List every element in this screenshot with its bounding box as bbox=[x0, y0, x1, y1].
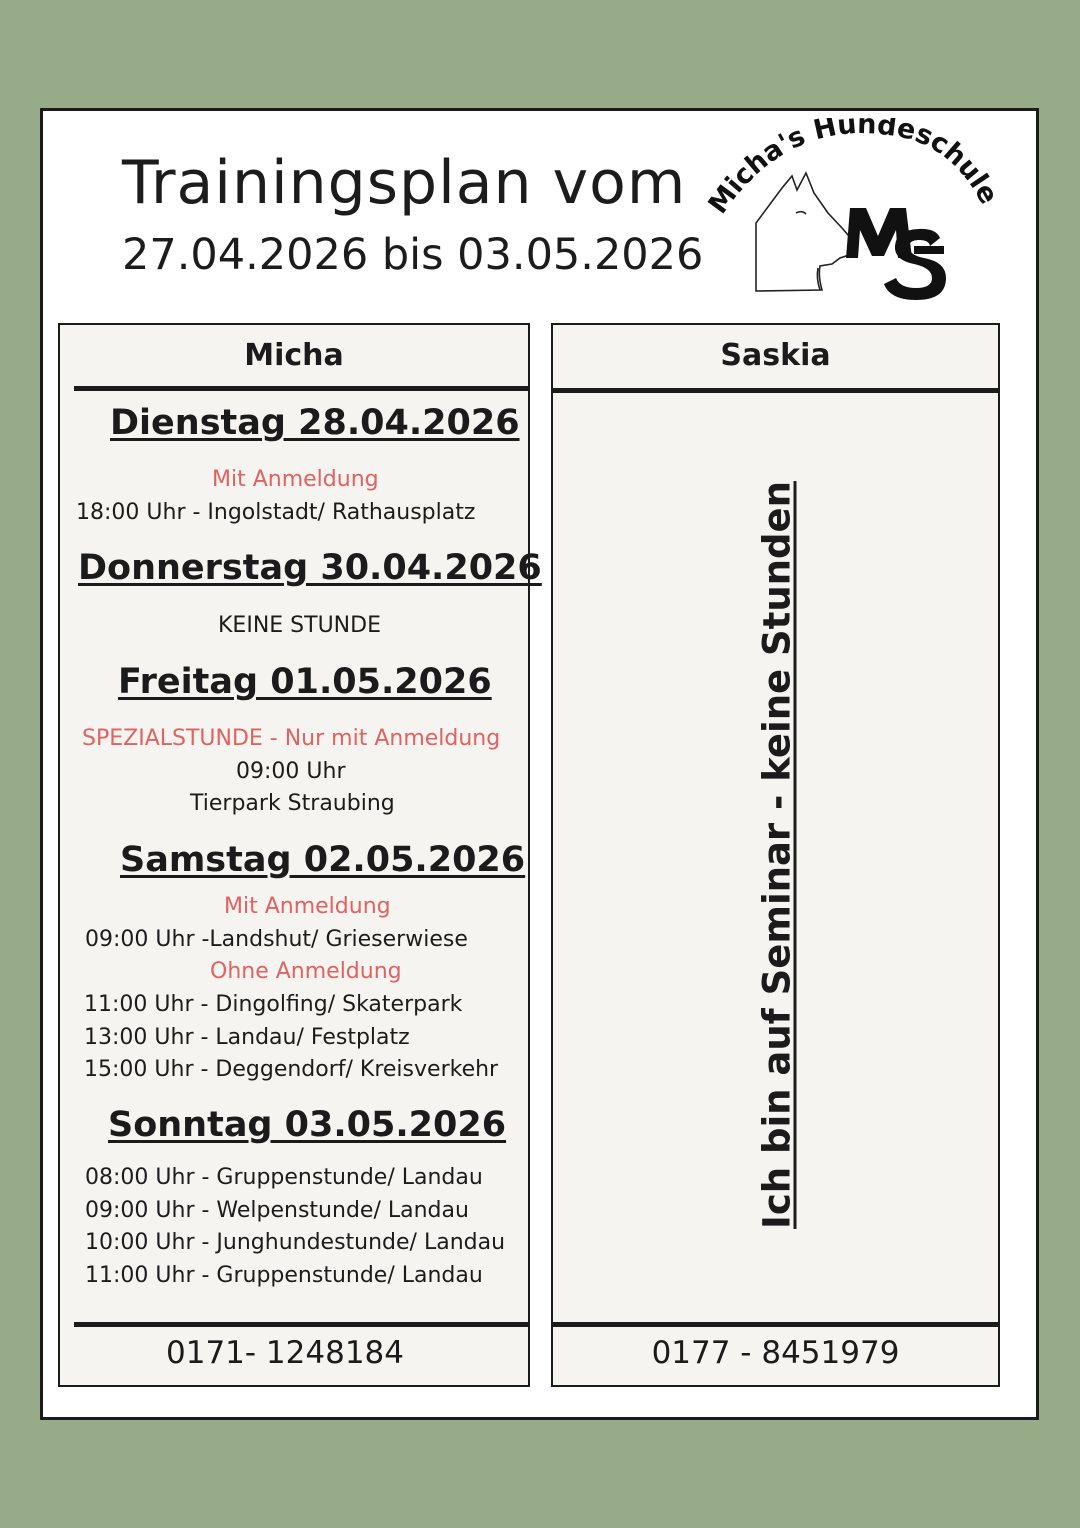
registration-note: Mit Anmeldung bbox=[224, 894, 391, 919]
day-title-dienstag: Dienstag 28.04.2026 bbox=[110, 403, 520, 443]
seminar-note: Ich bin auf Seminar - keine Stunden bbox=[755, 481, 799, 1229]
micha-panel bbox=[58, 323, 542, 1387]
day-title-samstag: Samstag 02.05.2026 bbox=[120, 840, 526, 880]
saskia-header-divider bbox=[553, 388, 998, 393]
micha-header-divider bbox=[74, 386, 528, 391]
logo-graphic bbox=[700, 118, 1000, 303]
micha-header: Micha bbox=[244, 338, 344, 373]
day-title-donnerstag: Donnerstag 30.04.2026 bbox=[78, 548, 542, 588]
saskia-panel bbox=[551, 323, 1000, 1387]
micha-phone: 0171- 1248184 bbox=[166, 1335, 404, 1371]
micha-footer-divider bbox=[74, 1322, 528, 1327]
schedule-line: 09:00 Uhr - Welpenstunde/ Landau bbox=[85, 1198, 469, 1223]
schedule-line: 15:00 Uhr - Deggendorf/ Kreisverkehr bbox=[84, 1057, 499, 1082]
day-title-freitag: Freitag 01.05.2026 bbox=[118, 662, 492, 702]
saskia-phone: 0177 - 8451979 bbox=[651, 1335, 900, 1371]
logo-text bbox=[703, 118, 1000, 220]
schedule-line: 13:00 Uhr - Landau/ Festplatz bbox=[84, 1025, 410, 1050]
special-lesson-note: SPEZIALSTUNDE - Nur mit Anmeldung bbox=[82, 726, 501, 751]
schedule-line: 08:00 Uhr - Gruppenstunde/ Landau bbox=[85, 1165, 483, 1190]
schedule-line: Tierpark Straubing bbox=[190, 791, 395, 816]
date-range: 27.04.2026 bis 03.05.2026 bbox=[122, 230, 704, 280]
dog-head-icon bbox=[756, 173, 856, 291]
saskia-footer-divider bbox=[553, 1322, 998, 1327]
page-title: Trainingsplan vom bbox=[122, 148, 687, 218]
no-lesson-note: KEINE STUNDE bbox=[218, 613, 381, 638]
saskia-header: Saskia bbox=[720, 338, 831, 373]
no-registration-note: Ohne Anmeldung bbox=[210, 959, 402, 984]
schedule-line: 09:00 Uhr bbox=[236, 759, 346, 784]
schedule-line: 10:00 Uhr - Junghundestunde/ Landau bbox=[85, 1230, 506, 1255]
logo-arc-text: Micha's Hundeschul bbox=[702, 118, 994, 220]
day-title-sonntag: Sonntag 03.05.2026 bbox=[108, 1105, 507, 1145]
ms-monogram bbox=[846, 208, 946, 300]
registration-note: Mit Anmeldung bbox=[212, 467, 379, 492]
schedule-line: 18:00 Uhr - Ingolstadt/ Rathausplatz bbox=[76, 500, 476, 525]
schedule-line: 11:00 Uhr - Gruppenstunde/ Landau bbox=[85, 1263, 483, 1288]
schedule-line: 11:00 Uhr - Dingolfing/ Skaterpark bbox=[84, 992, 463, 1017]
schedule-line: 09:00 Uhr -Landshut/ Grieserwiese bbox=[85, 927, 468, 952]
school-logo bbox=[700, 118, 1000, 303]
